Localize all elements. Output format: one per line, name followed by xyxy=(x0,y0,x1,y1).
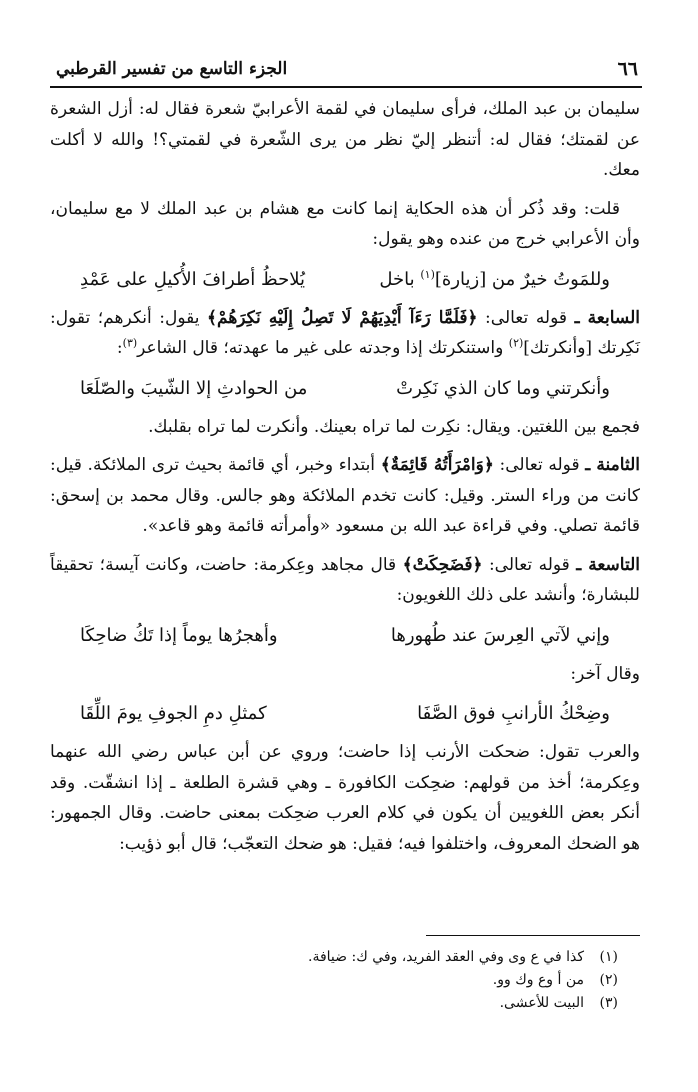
paragraph-eighth: الثامنة ـ قوله تعالى: ﴿وَامْرَأَتُهُ قَائِمَةٌ﴾ أبتداء وخبر، أي قائمة بحيث ترى الملائكة. قيل: كانت من وراء الستر. وقيل: كانت تخدم الملائكة وهو جالس. وقال محمد بن إسحق: قائمة تصلي. وفي قراءة عبد الله بن مسعود «وأمرأته قائمة وهو قاعد». xyxy=(50,455,640,536)
verse-4-second-hemistich: كمثلِ دمِ الجوفِ يومَ اللِّقَا xyxy=(80,703,267,724)
verse-1-first-hemistich: وللمَوتُ خيرٌ من [زيارة]$^{(١)}$ باخل xyxy=(379,267,610,290)
paragraph-8: والعرب تقول: ضحكت الأرنب إذا حاضت؛ وروي عن أبن عباس رضي الله عنهما وعِكرمة؛ أخذ من قولهم: ضحِكت الكافورة ـ وهي قشرة الطلعة ـ إذا انشقّت. وقد أنكر بعض اللغويين أن يكون في كلام العرب ضحِكت بمعنى حاضت. وقال الجمهور: هو الضحك المعروف، واختلفوا فيه؛ فقيل: هو ضحك التعجّب؛ قال أبو ذؤيب: xyxy=(50,742,640,854)
footnote-number: (٣) xyxy=(599,995,618,1011)
section-lead-ninth: التاسعة ـ xyxy=(576,554,640,575)
footnote-ref-3: (٣) xyxy=(122,336,138,350)
verse-2-second-hemistich: من الحوادثِ إلا الشّيبَ والصّلَعَا xyxy=(80,377,308,399)
verse-4 xyxy=(50,699,640,729)
verse-3 xyxy=(50,621,640,651)
main-text xyxy=(50,94,640,859)
page-number: ٦٦ xyxy=(617,58,638,80)
verse-2-first-hemistich: وأنكرتني وما كان الذي نَكِرتْ xyxy=(396,377,610,399)
paragraph-4: فجمع بين اللغتين. ويقال: نكِرت لما تراه بعينك. وأنكرت لما تراه بقلبك. xyxy=(148,416,640,437)
footnote-item xyxy=(120,992,618,1015)
header-rule xyxy=(50,86,642,88)
footnote-text: من أ وع وك وو. xyxy=(492,972,584,988)
section-lead-seventh: السابعة ـ xyxy=(574,307,640,328)
verse-3-second-hemistich: وأهجرُها يوماً إذا تَكُ ضاحِكَا xyxy=(80,624,278,646)
running-header xyxy=(56,54,638,84)
footnotes xyxy=(120,946,618,1015)
running-title: الجزء التاسع من تفسير القرطبي xyxy=(56,59,288,79)
verse-3-first-hemistich: وإني لآتي العِرسَ عند طُهورها xyxy=(390,624,610,646)
verse-1-second-hemistich: يُلاحظُ أطرافَ الأُكيلِ على عَمْدِ xyxy=(80,268,305,290)
paragraph-7: وقال آخر: xyxy=(570,663,640,684)
quran-quote-3: ﴿فَضَحِكَتْ﴾ xyxy=(402,554,483,575)
verse-4-first-hemistich: وضِحْكُ الأرانبِ فوق الصَّفَا xyxy=(417,703,610,724)
footnote-text: كذا في ع وى وفي العقد الفريد، وفي ك: ضيافة. xyxy=(308,949,584,965)
quran-quote-1: ﴿فَلَمَّا رَءَآ أَيْدِيَهُمْ لَا تَصِلُ إِلَيْهِ نَكِرَهُمْ﴾ xyxy=(207,307,478,328)
quran-quote-2: ﴿وَامْرَأَتُهُ قَائِمَةٌ﴾ xyxy=(380,455,494,475)
footnote-item xyxy=(120,946,618,969)
footnote-rule xyxy=(426,935,640,936)
footnote-item xyxy=(120,969,618,992)
paragraph-2: قلت: وقد ذُكر أن هذه الحكاية إنما كانت مع هشام بن عبد الملك لا مع سليمان، وأن الأعرابي خرج من عنده وهو يقول: xyxy=(50,198,640,249)
footnote-number: (٢) xyxy=(599,972,618,988)
verse-2 xyxy=(50,374,640,404)
footnote-ref-2: (٢) xyxy=(508,336,524,350)
paragraph-1: سليمان بن عبد الملك، فرأى سليمان في لقمة الأعرابيّ شعرة فقال له: أزل الشعرة عن لقمتك؛ فقال له: أتنظر إليّ نظر من يرى الشّعرة في لقمتي؟! والله لا أكلت معك. xyxy=(50,99,640,180)
verse-1 xyxy=(50,265,640,295)
footnote-ref-1: (١) xyxy=(420,267,435,281)
section-lead-eighth: الثامنة ـ xyxy=(585,455,640,475)
paragraph-ninth: التاسعة ـ قوله تعالى: ﴿فَضَحِكَتْ﴾ قال مجاهد وعِكرمة: حاضت، وكانت آيسة؛ تحقيقاً للبشارة؛ وأنشد على ذلك اللغويون: xyxy=(50,554,640,605)
footnote-text: البيت للأعشى. xyxy=(499,995,584,1011)
footnote-number: (١) xyxy=(599,949,618,965)
paragraph-seventh: السابعة ـ قوله تعالى: ﴿فَلَمَّا رَءَآ أَيْدِيَهُمْ لَا تَصِلُ إِلَيْهِ نَكِرَهُمْ﴾ يقول: أنكرهم؛ تقول: نَكِرتك [وأنكرتك]$^{(٢)}$ واستنكرتك إذا وجدته على غير ما عهدته؛ قال الشاعر$^{(٣)}$: xyxy=(50,307,640,358)
